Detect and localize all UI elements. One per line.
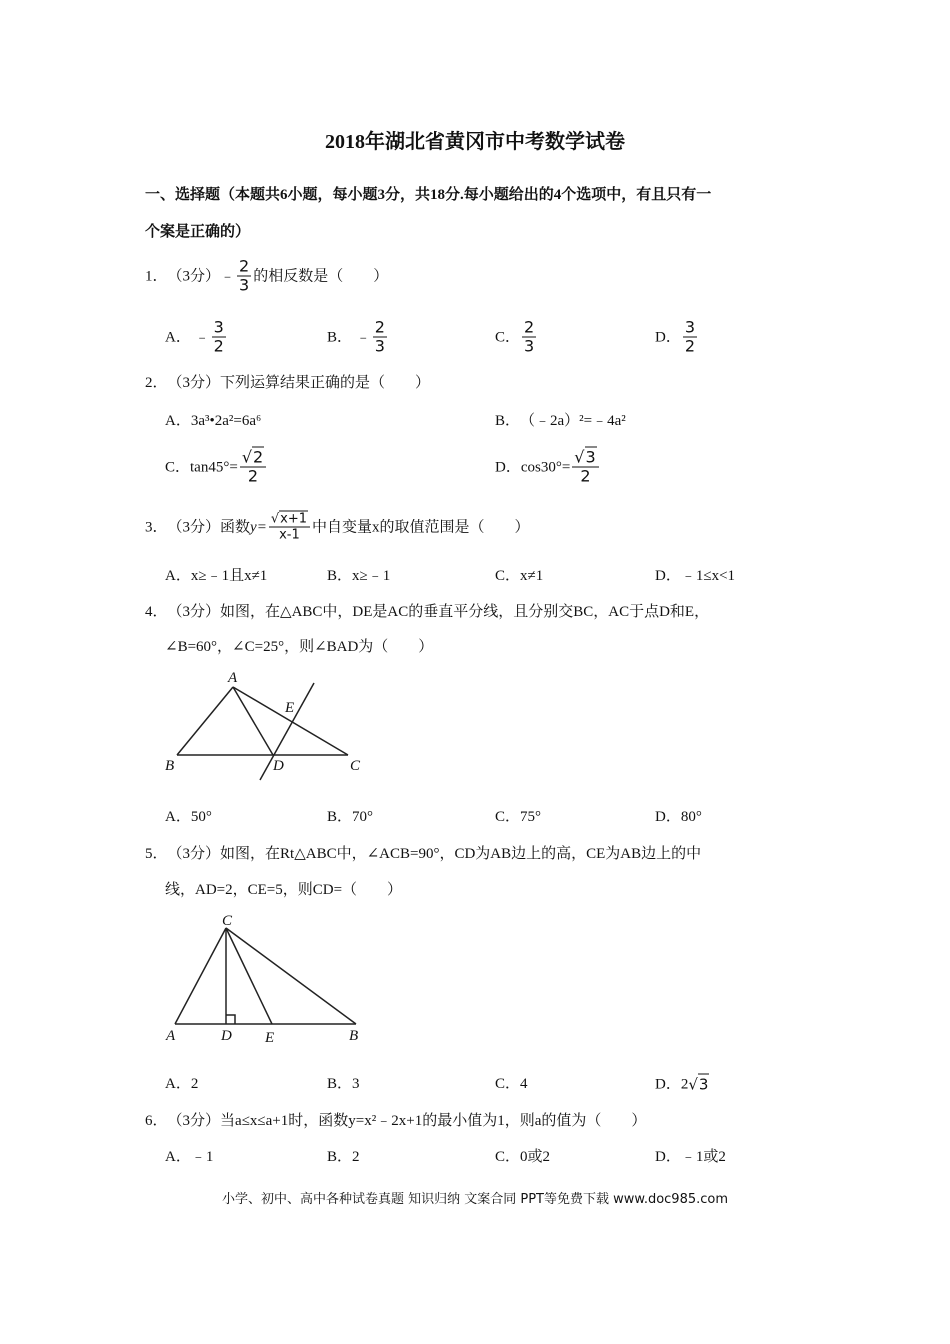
option-label: C． <box>495 809 521 825</box>
numerator: 2 <box>374 317 385 337</box>
func-var: y= <box>250 519 267 535</box>
perpendicular-bisector <box>260 683 314 780</box>
q-num: 6． <box>145 1113 168 1129</box>
q3-option-d[interactable] <box>655 566 735 586</box>
q4-option-d[interactable] <box>655 807 702 827</box>
segment-ab <box>177 687 233 755</box>
fraction <box>522 319 536 356</box>
minus: ﹣ <box>220 268 236 284</box>
figure-q5 <box>175 928 356 1024</box>
q5-option-c[interactable] <box>495 1074 528 1094</box>
option-text: 0或2 <box>520 1149 551 1165</box>
numerator: √3 <box>572 449 598 468</box>
option-label: C． <box>165 459 191 475</box>
sqrt-sign: √ <box>688 1075 698 1093</box>
numerator: 2 <box>524 317 535 337</box>
option-label: D． <box>655 329 681 345</box>
segment-ad <box>233 687 273 755</box>
fraction <box>237 258 251 295</box>
option-label: B． <box>327 329 353 345</box>
option-label: D． <box>655 568 681 584</box>
sign: ﹣ <box>355 329 371 345</box>
fraction <box>572 449 598 486</box>
q1-option-b[interactable] <box>327 319 389 356</box>
numerator: 2 <box>239 256 250 276</box>
option-text: ﹣1 <box>190 1149 214 1165</box>
q-stem: 如图，在△ABC中，DE是AC的垂直平分线，且分别交BC，AC于点D和E， <box>220 604 710 620</box>
option-text: ﹣1或2 <box>680 1149 726 1165</box>
option-text: 4 <box>520 1076 528 1092</box>
question-5-cont: 线，AD=2，CE=5，则CD=（ ） <box>165 882 403 898</box>
q-num: 3． <box>145 519 168 535</box>
option-label: A． <box>165 1076 191 1092</box>
sign: ﹣ <box>194 329 210 345</box>
option-text: 70° <box>352 809 374 825</box>
q2-option-d[interactable] <box>495 449 601 486</box>
option-text: 80° <box>680 809 702 825</box>
option-label: A． <box>165 413 191 429</box>
option-text: 2 <box>190 1076 199 1092</box>
q3-option-b[interactable] <box>327 566 390 586</box>
fraction <box>683 319 697 356</box>
segment-ca <box>175 928 226 1024</box>
q6-option-c[interactable] <box>495 1147 550 1167</box>
option-text: x≠1 <box>520 568 544 584</box>
q3-option-a[interactable] <box>165 566 267 586</box>
option-text: 3a³•2a²=6a⁶ <box>190 413 262 429</box>
option-label: A． <box>165 329 191 345</box>
label-d: D <box>273 758 284 774</box>
option-label: D． <box>495 459 521 475</box>
fraction <box>212 319 226 356</box>
option-label: B． <box>327 1149 353 1165</box>
option-text: 2 <box>352 1149 360 1165</box>
q5-option-b[interactable] <box>327 1074 360 1094</box>
q-num: 1． <box>145 268 168 284</box>
question-2 <box>145 373 430 393</box>
fraction <box>373 319 387 356</box>
section-heading: 一、选择题（本题共6小题，每小题3分，共18分.每小题给出的4个选项中，有且只有一 <box>145 187 712 203</box>
q-num: 2． <box>145 375 168 391</box>
figure-q4 <box>177 683 348 780</box>
option-label: B． <box>327 1076 353 1092</box>
option-text: ﹣1≤x<1 <box>680 568 736 584</box>
numerator: 3 <box>684 317 696 337</box>
question-1 <box>145 258 388 295</box>
option-text: tan45°= <box>190 459 238 475</box>
denominator: 3 <box>374 336 385 356</box>
label-a: A <box>166 1028 176 1044</box>
option-label: A． <box>165 809 191 825</box>
q-stem: 当a≤x≤a+1时，函数y=x²﹣2x+1的最小值为1，则a的值为（ ） <box>220 1113 647 1129</box>
right-angle-mark <box>226 1015 235 1024</box>
q-stem: 下列运算结果正确的是（ ） <box>220 375 431 391</box>
denominator: 2 <box>213 336 224 356</box>
q-stem: 函数 <box>220 519 251 535</box>
q-stem: 如图，在Rt△ABC中，∠ACB=90°，CD为AB边上的高，CE为AB边上的中 <box>220 846 702 862</box>
question-4 <box>145 602 709 622</box>
question-4-cont: ∠B=60°，∠C=25°，则∠BAD为（ ） <box>165 639 434 655</box>
option-label: A． <box>165 568 191 584</box>
option-label: A． <box>165 1149 191 1165</box>
label-c: C <box>350 758 361 774</box>
label-c: C <box>222 913 233 929</box>
option-label: C． <box>495 568 521 584</box>
q5-option-a[interactable] <box>165 1074 198 1094</box>
label-e: E <box>265 1030 275 1046</box>
fraction <box>269 512 310 543</box>
option-text: 75° <box>520 809 542 825</box>
q1-option-d[interactable] <box>655 319 699 356</box>
radicand: x+1 <box>280 511 307 527</box>
label-b: B <box>165 758 175 774</box>
page-title: 2018年湖北省黄冈市中考数学试卷 <box>325 131 625 153</box>
option-text: （﹣2a）²=﹣4a² <box>520 413 626 429</box>
fraction <box>240 449 266 486</box>
label-a: A <box>228 670 238 686</box>
q-score: （3分） <box>167 604 221 620</box>
option-text: x≥﹣1 <box>352 568 391 584</box>
q4-option-b[interactable] <box>327 807 373 827</box>
q2-option-b[interactable] <box>495 411 626 431</box>
q-stem: 的相反数是（ ） <box>253 268 389 284</box>
q3-option-c[interactable] <box>495 566 543 586</box>
q6-option-b[interactable] <box>327 1147 360 1167</box>
q2-option-c[interactable] <box>165 449 268 486</box>
denominator: 2 <box>580 466 591 486</box>
option-label: B． <box>495 413 521 429</box>
q6-option-a[interactable] <box>165 1147 213 1167</box>
question-5 <box>145 844 701 864</box>
radicand: 3 <box>698 1075 709 1094</box>
q-score: （3分） <box>167 375 221 391</box>
footer-text: 小学、初中、高中各种试卷真题 知识归纳 文案合同 PPT等免费下载 www.doc985.com <box>221 1192 729 1207</box>
option-text: 3 <box>352 1076 360 1092</box>
segment-ac <box>233 687 348 755</box>
option-text: 50° <box>190 809 212 825</box>
denominator: 3 <box>524 336 535 356</box>
numerator: √x+1 <box>269 512 310 528</box>
option-label: C． <box>495 1149 521 1165</box>
segment-cb <box>226 928 356 1024</box>
section-heading-cont: 个案是正确的） <box>145 224 251 240</box>
option-text: x≥﹣1且x≠1 <box>190 568 268 584</box>
q-score: （3分） <box>167 268 221 284</box>
option-text: cos30°= <box>520 459 571 475</box>
option-label: B． <box>327 809 353 825</box>
denominator: 2 <box>684 336 696 356</box>
figure-q5-labels <box>165 913 358 1046</box>
denominator: 3 <box>239 275 250 295</box>
q4-option-a[interactable] <box>165 807 212 827</box>
question-6 <box>145 1111 646 1131</box>
denominator: x-1 <box>279 527 300 543</box>
q2-option-a[interactable] <box>165 411 261 431</box>
option-label: B． <box>327 568 353 584</box>
label-d: D <box>221 1028 232 1044</box>
label-b: B <box>349 1028 359 1044</box>
denominator: 2 <box>247 466 259 486</box>
q-score: （3分） <box>167 519 221 535</box>
segment-ce <box>226 928 272 1024</box>
option-label: D． <box>655 1076 681 1092</box>
option-label: D． <box>655 1149 681 1165</box>
q6-option-d[interactable] <box>655 1147 726 1167</box>
numerator: √2 <box>240 449 266 468</box>
q-score: （3分） <box>167 846 221 862</box>
label-e: E <box>285 700 295 716</box>
option-label: D． <box>655 809 681 825</box>
figure-q4-labels <box>165 670 361 774</box>
q-num: 4． <box>145 604 168 620</box>
option-label: C． <box>495 1076 521 1092</box>
q4-option-c[interactable] <box>495 807 541 827</box>
question-3 <box>145 512 530 543</box>
numerator: 3 <box>213 317 224 337</box>
q5-option-d[interactable] <box>655 1074 709 1095</box>
option-text: 2 <box>680 1076 689 1092</box>
q1-option-a[interactable] <box>165 319 228 356</box>
option-label: C． <box>495 329 521 345</box>
q1-option-c[interactable] <box>495 319 538 356</box>
q-stem-tail: 中自变量x的取值范围是（ ） <box>311 519 530 535</box>
radicand: 2 <box>253 447 264 467</box>
radicand: 3 <box>585 447 596 467</box>
q-score: （3分） <box>167 1113 221 1129</box>
q-num: 5． <box>145 846 168 862</box>
